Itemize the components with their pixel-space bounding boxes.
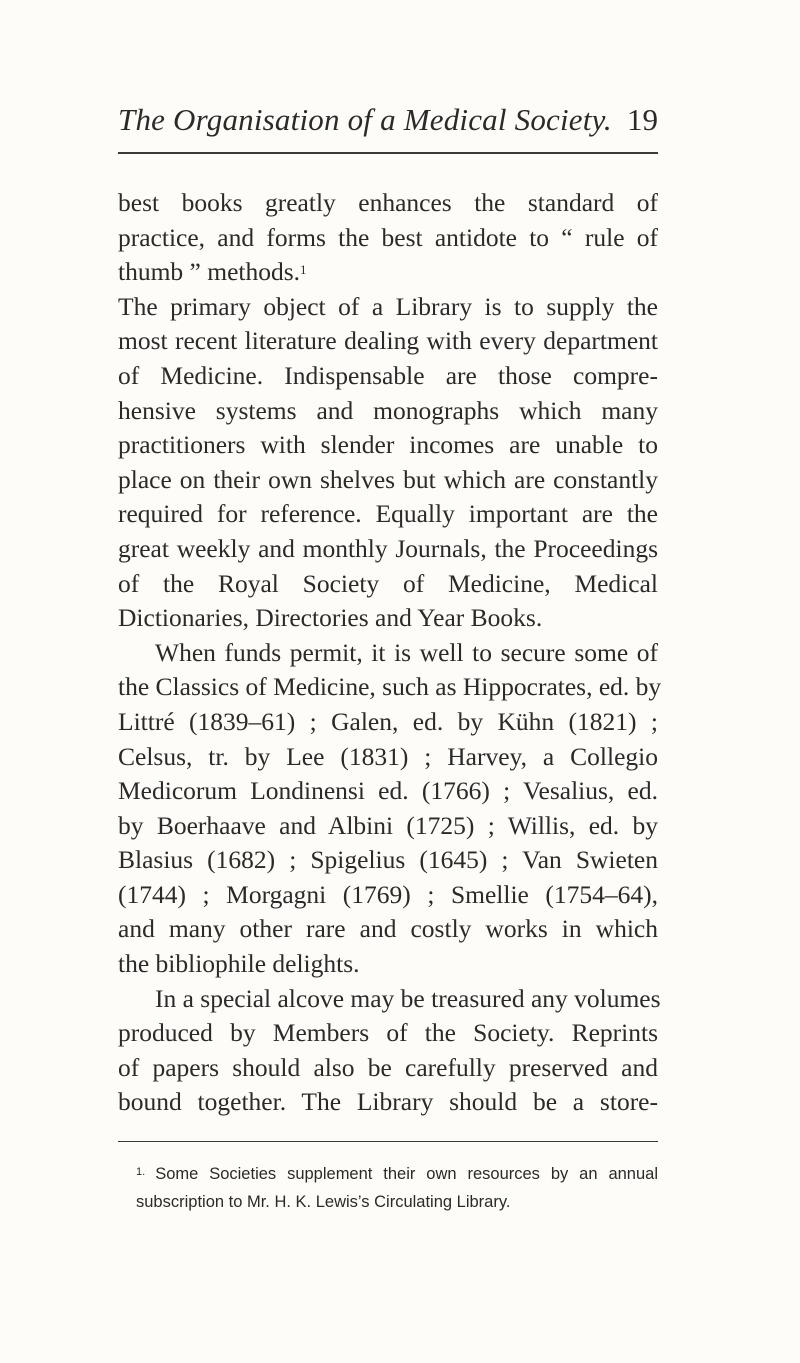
text-line: place on their own shelves but which are constantly [118, 464, 658, 494]
text-line: Celsus, tr. by Lee (1831) ; Harvey, a Collegio [118, 741, 658, 771]
footnote-line [118, 1160, 658, 1188]
text-line: of the Royal Society of Medicine, Medical [118, 568, 658, 598]
header-rule [118, 152, 658, 154]
text-line: Blasius (1682) ; Spigelius (1645) ; Van Swieten [118, 845, 658, 875]
running-title: The Organisation of a Medical Society. [118, 102, 612, 137]
text-line: bound together. The Library should be a store- [118, 1087, 658, 1117]
text-line: best books greatly enhances the standard of [118, 188, 658, 217]
footnote [118, 1160, 658, 1216]
text-line [118, 255, 658, 290]
footnote-text: Some Societies supplement their own resources by an annual [155, 1165, 658, 1183]
footnote-reference: 1 [300, 262, 307, 278]
text-line: by Boerhaave and Albini (1725) ; Willis, ed. by [118, 810, 658, 840]
text-line: the bibliophile delights. [118, 949, 360, 979]
text-line: great weekly and monthly Journals, the Proceedings [118, 533, 658, 563]
text-line: When funds permit, it is well to secure some of [155, 637, 658, 667]
text-line: most recent literature dealing with every department [118, 326, 658, 356]
text-line: of papers should also be carefully preserved and [118, 1052, 658, 1082]
footnote-line: subscription to Mr. H. K. Lewis’s Circulating Library. [136, 1193, 511, 1211]
text-line: Medicorum Londinensi ed. (1766) ; Vesalius, ed. [118, 776, 658, 806]
text-line: practitioners with slender incomes are unable to [118, 430, 658, 460]
body-text [118, 186, 662, 1120]
text-line: Littré (1839–61) ; Galen, ed. by Kühn (1821) ; [118, 706, 658, 736]
text-line: and many other rare and costly works in which [118, 914, 658, 944]
page-header [118, 100, 658, 150]
page-number: 19 [627, 102, 658, 137]
text-line: The primary object of a Library is to supply the [118, 291, 658, 321]
text-line: (1744) ; Morgagni (1769) ; Smellie (1754–64), [118, 879, 658, 909]
text-line: the Classics of Medicine, such as Hippocrates, ed. by [118, 672, 662, 702]
footnote-marker: 1. [136, 1166, 146, 1178]
footnote-rule [118, 1141, 658, 1142]
text-line: practice, and forms the best antidote to “ rule of [118, 222, 658, 252]
text-line-content: thumb ” methods. [118, 257, 301, 287]
text-line: of Medicine. Indispensable are those compre- [118, 360, 658, 390]
text-line: Dictionaries, Directories and Year Books. [118, 603, 543, 633]
text-line: In a special alcove may be treasured any volumes [155, 983, 661, 1013]
text-line: hensive systems and monographs which many [118, 395, 658, 425]
text-line: required for reference. Equally important are the [118, 499, 658, 529]
text-line: produced by Members of the Society. Reprints [118, 1018, 658, 1048]
